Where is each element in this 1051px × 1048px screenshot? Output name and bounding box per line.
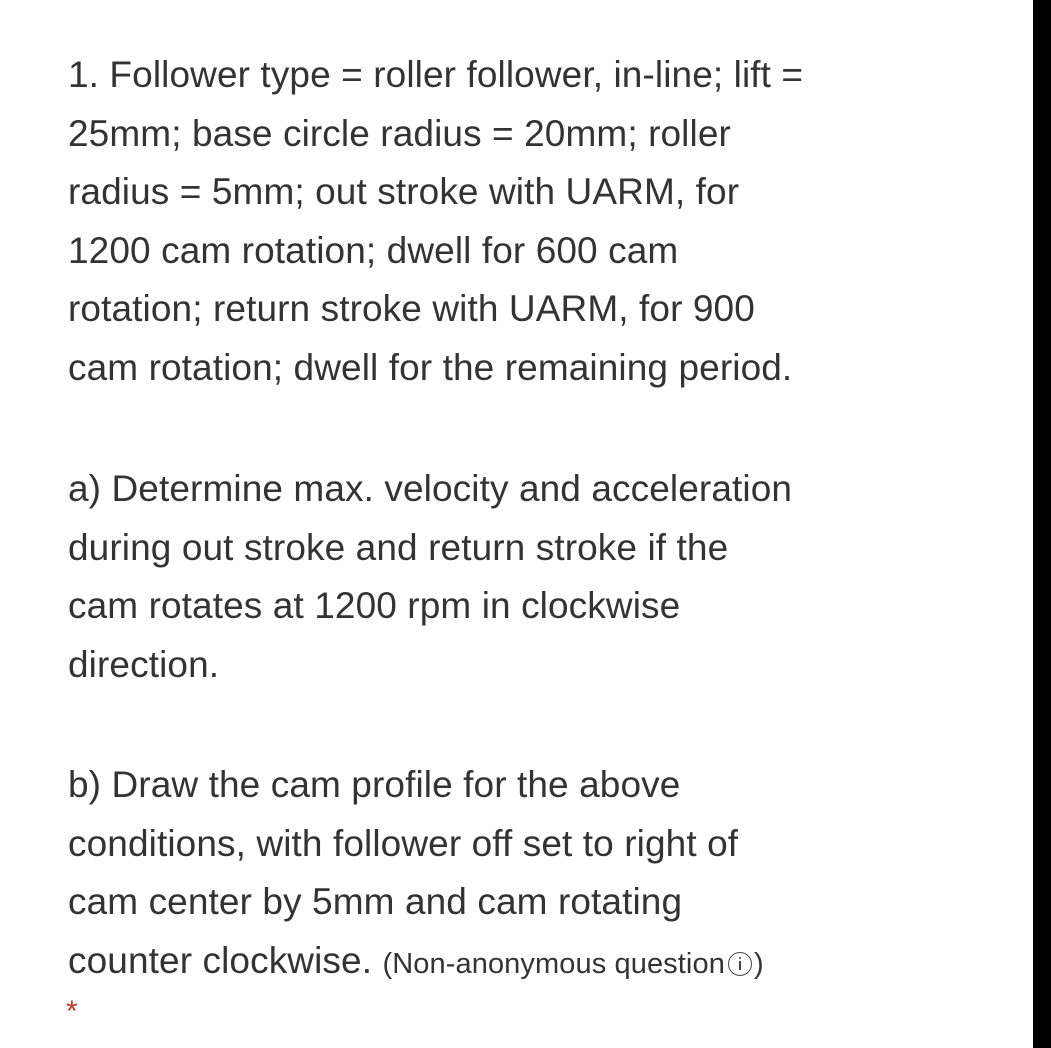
question-part-b-line: cam center by 5mm and cam rotating: [68, 881, 683, 923]
non-anonymous-label-close: ): [753, 947, 764, 980]
info-icon[interactable]: [728, 952, 752, 976]
question-part-b: [68, 756, 968, 993]
question-intro-line: rotation; return stroke with UARM, for 900: [68, 288, 755, 330]
question-intro: [68, 46, 968, 398]
question-part-b-line: conditions, with follower off set to right of: [68, 822, 739, 864]
question-intro-line: cam rotation; dwell for the remaining period.: [68, 346, 793, 388]
question-intro-line: 25mm; base circle radius = 20mm; roller: [68, 112, 731, 154]
question-meta: [382, 948, 763, 980]
question-intro-line: 1200 cam rotation; dwell for 600 cam: [68, 229, 679, 271]
question-part-a-line: a) Determine max. velocity and acceleration: [68, 468, 793, 509]
required-asterisk: *: [66, 995, 78, 1028]
question-intro-line: radius = 5mm; out stroke with UARM, for: [68, 171, 740, 213]
question-part-b-line: b) Draw the cam profile for the above: [68, 764, 681, 805]
question-part-a-line: direction.: [68, 643, 220, 685]
question-intro-line: 1. Follower type = roller follower, in-line; lift =: [68, 54, 804, 95]
question-part-b-last-line: [68, 932, 968, 994]
question-part-a: [68, 460, 968, 694]
question-part-a-line: cam rotates at 1200 rpm in clockwise: [68, 585, 681, 627]
question-part-b-line-text: counter clockwise.: [68, 939, 373, 981]
question-part-a-line: during out stroke and return stroke if the: [68, 526, 729, 568]
non-anonymous-label: (Non-anonymous question: [382, 947, 725, 980]
